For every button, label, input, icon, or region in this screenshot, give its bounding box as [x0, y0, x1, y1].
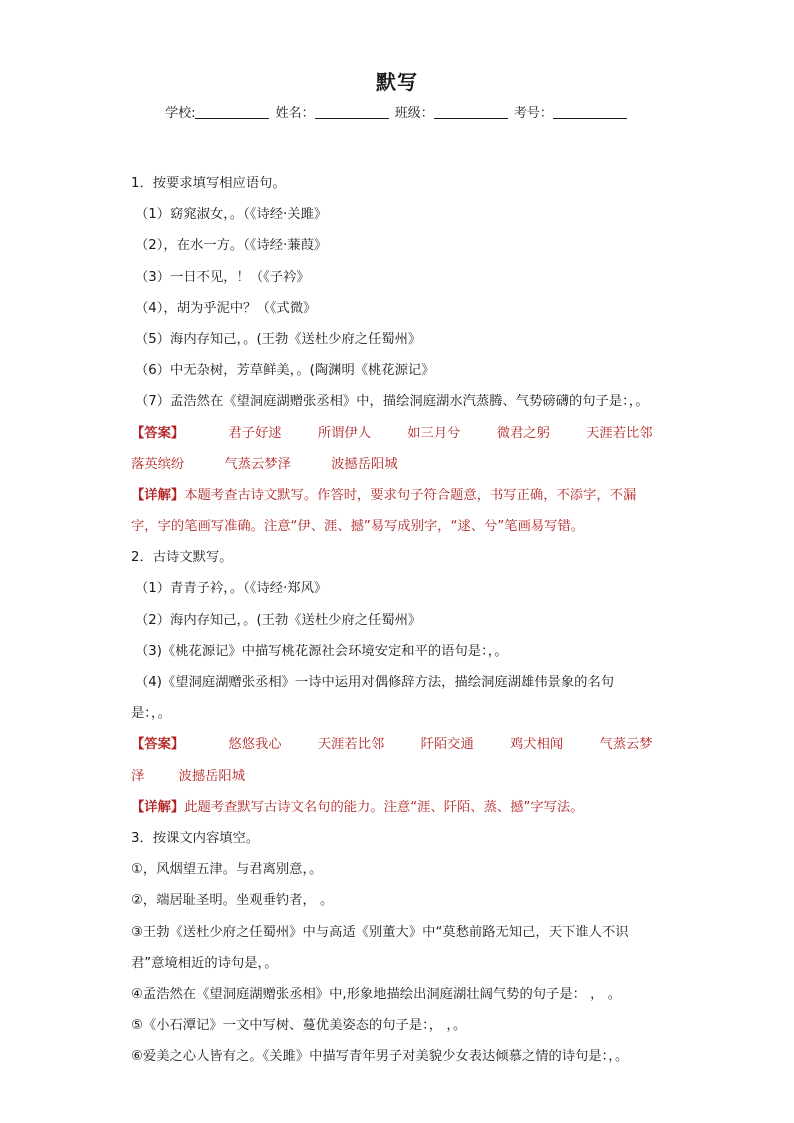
q3-item-3-cont: 君”意境相近的诗句是，。 — [131, 955, 278, 971]
q2-item-4-cont: 是：，。 — [131, 706, 171, 722]
q1-item-5: （5）海内存知己，。(王勃《送杜少府之任蜀州》 — [135, 331, 422, 347]
q3-stem: 3．按课文内容填空。 — [131, 830, 260, 846]
detail-label: 【详解】 — [131, 487, 185, 503]
q1-detail-line-1 — [131, 480, 671, 511]
school-label: 学校: — [165, 106, 196, 121]
detail-text: 本题考查古诗文默写。作答时，要求句子符合题意，书写正确，不添字，不漏 — [184, 487, 637, 503]
answer-item: 波撼岳阳城 — [331, 456, 398, 472]
q1-item-6: （6）中无杂树，芳草鲜美，。(陶渊明《桃花源记》 — [135, 363, 435, 379]
exam-no-blank[interactable] — [553, 104, 627, 119]
answer-item: 泽 — [131, 768, 145, 784]
detail-label: 【详解】 — [131, 799, 185, 815]
q1-stem: 1．按要求填写相应语句。 — [131, 176, 286, 191]
q2-answer-row-1 — [131, 729, 671, 760]
q2-item-4: （4)《望洞庭湖赠张丞相》一诗中运用对偶修辞方法，描绘洞庭湖雄伟景象的名句 — [135, 675, 615, 690]
detail-text: 此题考查默写古诗文名句的能力。注意“涯、阡陌、蒸、撼”字写法。 — [184, 799, 584, 815]
q1-item-4: （4），胡为乎泥中？（《式微》 — [135, 300, 317, 316]
answer-label: 【答案】 — [131, 737, 185, 753]
class-blank[interactable] — [434, 104, 508, 119]
q1-item-1: （1）窈窕淑女，。（《诗经·关雎》 — [135, 207, 328, 223]
class-label: 班级： — [394, 106, 434, 121]
q1-item-3: （3）一日不见，！（《子衿》 — [135, 269, 310, 285]
q3-item-5: ⑤《小石潭记》一文中写树、蔓优美姿态的句子是：， ，。 — [131, 1018, 467, 1034]
answer-item: 悠悠我心 — [228, 737, 282, 753]
answer-item: 气蒸云梦 — [599, 737, 653, 753]
name-blank[interactable] — [315, 104, 389, 119]
q3-item-1: ①，风烟望五津。与君离别意，。 — [131, 862, 323, 878]
answer-item: 天涯若比邻 — [586, 425, 653, 441]
answer-item: 波撼岳阳城 — [178, 768, 246, 784]
answer-item: 所谓伊人 — [317, 425, 372, 441]
student-info-row — [0, 102, 794, 121]
answer-item: 天涯若比邻 — [317, 737, 385, 753]
question-content — [131, 168, 671, 1072]
exam-no-label: 考号： — [513, 106, 553, 121]
answer-item: 落英缤纷 — [131, 456, 185, 472]
q2-stem: 2．古诗文默写。 — [131, 550, 233, 566]
q3-item-3: ③王勃《送杜少府之任蜀州》中与高适《别董大》中“莫愁前路无知己，天下谁人不识 — [131, 924, 629, 940]
q1-item-7: （7）孟浩然在《望洞庭湖赠张丞相》中，描绘洞庭湖水汽蒸腾、气势磅礴的句子是：，。 — [135, 394, 649, 410]
school-blank[interactable] — [195, 104, 269, 119]
q3-item-6: ⑥爱美之心人皆有之。《关雎》中描写青年男子对美貌少女表达倾慕之情的诗句是：，。 — [131, 1049, 629, 1065]
name-label: 姓名： — [275, 106, 315, 121]
q2-answer-row-2 — [131, 761, 671, 792]
answer-item: 君子好逑 — [228, 425, 282, 441]
q2-item-1: （1）青青子衿，。（《诗经·郑风》 — [135, 581, 328, 597]
q1-answer-row-1 — [131, 418, 671, 449]
q2-item-3: （3)《桃花源记》中描写桃花源社会环境安定和平的语句是：，。 — [135, 643, 508, 659]
page-title: 默写 — [376, 70, 418, 94]
q3-item-2: ②，端居耻圣明。坐观垂钓者， 。 — [131, 893, 334, 909]
q3-item-4: ④孟浩然在《望洞庭湖赠张丞相》中,形象地描绘出洞庭湖壮阔气势的句子是： ， 。 — [131, 986, 621, 1002]
answer-item: 微君之躬 — [496, 425, 550, 441]
answer-item: 阡陌交通 — [420, 737, 474, 753]
answer-item: 鸡犬相闻 — [509, 737, 564, 753]
answer-item: 气蒸云梦泽 — [224, 456, 291, 472]
q1-answer-row-2 — [131, 449, 671, 480]
answer-item: 如三月兮 — [407, 425, 461, 441]
q1-detail-line-2: 字，字的笔画写准确。注意“伊、涯、撼”易写成别字，“逑、兮”笔画易写错。 — [131, 519, 585, 535]
q2-detail-line-1 — [131, 792, 671, 823]
answer-label: 【答案】 — [131, 425, 185, 441]
q1-item-2: （2），在水一方。（《诗经·蒹葭》 — [135, 238, 328, 254]
q2-item-2: （2）海内存知己，。(王勃《送杜少府之任蜀州》 — [135, 612, 422, 628]
